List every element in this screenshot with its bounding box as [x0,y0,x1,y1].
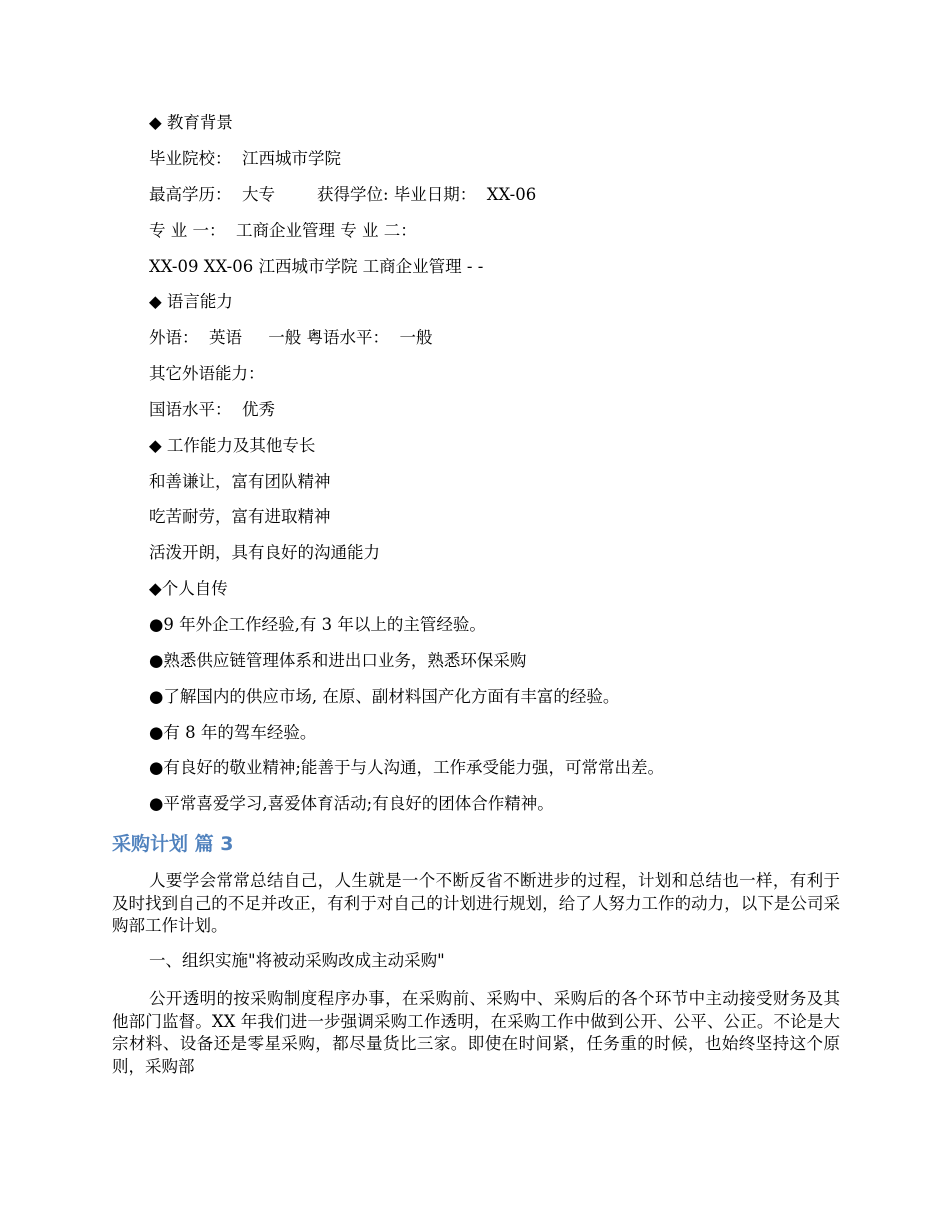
education-section-title: ◆ 教育背景 [149,113,233,132]
bio-item: ●有 8 年的驾车经验。 [149,723,317,742]
bio-item: ●熟悉供应链管理体系和进出口业务，熟悉环保采购 [149,651,527,670]
foreign-language-line: 外语： 英语 一般 粤语水平： 一般 [149,328,433,347]
language-section-title: ◆ 语言能力 [149,292,233,311]
skills-section-title: ◆ 工作能力及其他专长 [149,436,316,455]
skill-item: 和善谦让，富有团队精神 [149,472,331,491]
intro-paragraph: 人要学会常常总结自己，人生就是一个不断反省不断进步的过程，计划和总结也一样，有利于及时找到自己的不足并改正，有利于对自己的计划进行规划，给了人努力工作的动力，以下是公司采购部工作计划。 [112,871,840,935]
subheading-paragraph: 一、组织实施"将被动采购改成主动采购" [149,951,445,970]
other-language-line: 其它外语能力： [149,364,265,383]
bio-item: ●平常喜爱学习,喜爱体育活动;有良好的团体合作精神。 [149,794,554,813]
major-line: 专 业 一： 工商企业管理 专 业 二： [149,221,417,240]
mandarin-line: 国语水平： 优秀 [149,400,275,419]
bio-section-title: ◆个人自传 [149,579,228,598]
degree-line: 最高学历： 大专 获得学位: 毕业日期： XX-06 [149,185,537,204]
study-period-line: XX-09 XX-06 江西城市学院 工商企业管理 - - [149,257,484,276]
section-heading: 采购计划 篇 3 [112,833,234,855]
skill-item: 活泼开朗，具有良好的沟通能力 [149,543,380,562]
school-line: 毕业院校： 江西城市学院 [149,149,341,168]
bio-item: ●有良好的敬业精神;能善于与人沟通，工作承受能力强，可常常出差。 [149,758,664,777]
body-paragraph: 公开透明的按采购制度程序办事，在采购前、采购中、采购后的各个环节中主动接受财务及其他部门监督。XX 年我们进一步强调采购工作透明，在采购工作中做到公开、公平、公正。不论是大宗材料、设备还是零星采购，都尽量货比三家。即使在时间紧，任务重的时候，也始终坚持这个原则，采购部 [112,989,840,1076]
skill-item: 吃苦耐劳，富有进取精神 [149,507,331,526]
bio-item: ●9 年外企工作经验,有 3 年以上的主管经验。 [149,615,486,634]
bio-item: ●了解国内的供应市场, 在原、副材料国产化方面有丰富的经验。 [149,687,620,706]
